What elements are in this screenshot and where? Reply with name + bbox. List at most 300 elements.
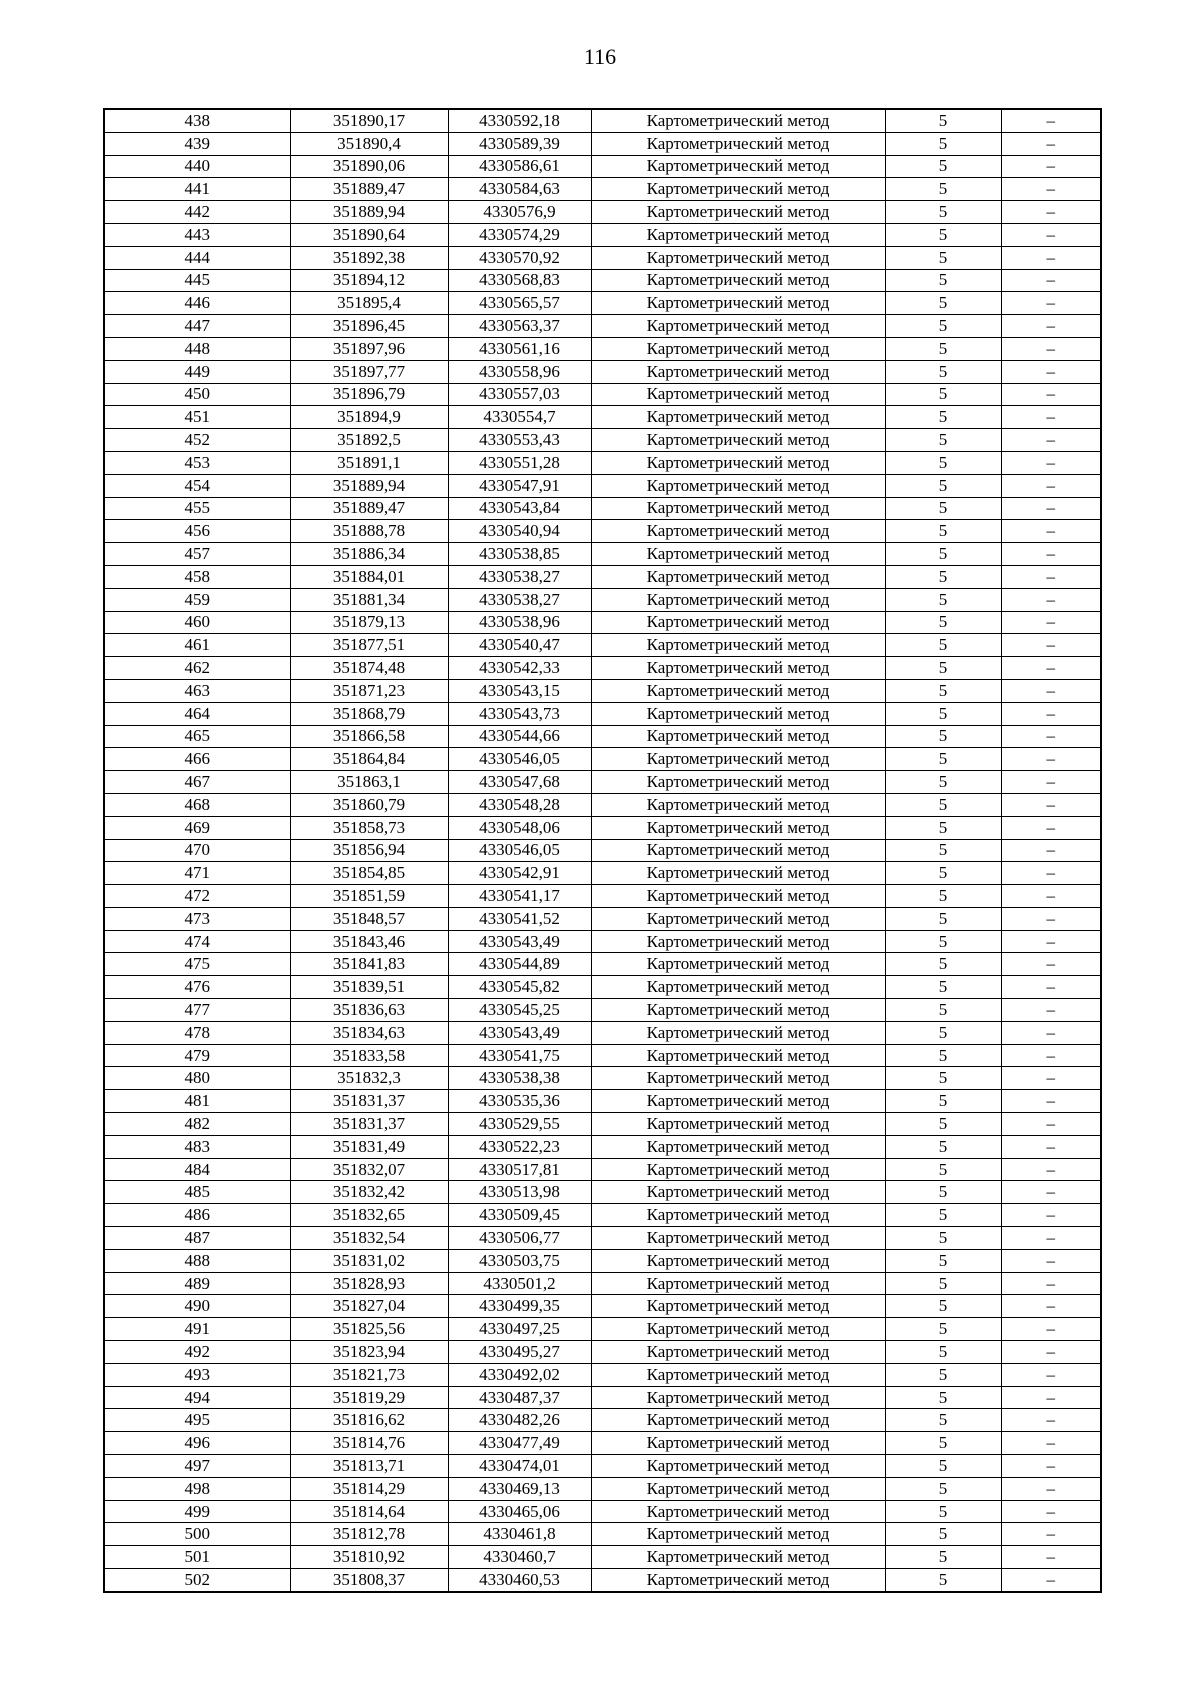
note-cell: – [1001, 1455, 1101, 1478]
x-coordinate-cell: 351856,94 [290, 839, 448, 862]
note-cell: – [1001, 907, 1101, 930]
accuracy-cell: 5 [885, 679, 1001, 702]
table-row [104, 771, 1101, 794]
note-cell: – [1001, 315, 1101, 338]
note-cell: – [1001, 178, 1101, 201]
point-number-cell: 462 [104, 657, 290, 680]
accuracy-cell: 5 [885, 1295, 1001, 1318]
method-cell: Картометрический метод [591, 178, 885, 201]
y-coordinate-cell: 4330544,66 [448, 725, 591, 748]
table-row [104, 337, 1101, 360]
table-row [104, 1044, 1101, 1067]
table-row [104, 1067, 1101, 1090]
table-row [104, 1113, 1101, 1136]
x-coordinate-cell: 351814,76 [290, 1432, 448, 1455]
table-row [104, 1477, 1101, 1500]
accuracy-cell: 5 [885, 223, 1001, 246]
point-number-cell: 441 [104, 178, 290, 201]
accuracy-cell: 5 [885, 565, 1001, 588]
accuracy-cell: 5 [885, 155, 1001, 178]
note-cell: – [1001, 201, 1101, 224]
y-coordinate-cell: 4330544,89 [448, 953, 591, 976]
method-cell: Картометрический метод [591, 1067, 885, 1090]
method-cell: Картометрический метод [591, 451, 885, 474]
y-coordinate-cell: 4330551,28 [448, 451, 591, 474]
note-cell: – [1001, 337, 1101, 360]
method-cell: Картометрический метод [591, 155, 885, 178]
table-row [104, 953, 1101, 976]
table-row [104, 383, 1101, 406]
accuracy-cell: 5 [885, 588, 1001, 611]
x-coordinate-cell: 351832,07 [290, 1158, 448, 1181]
method-cell: Картометрический метод [591, 702, 885, 725]
x-coordinate-cell: 351874,48 [290, 657, 448, 680]
note-cell: – [1001, 155, 1101, 178]
accuracy-cell: 5 [885, 406, 1001, 429]
point-number-cell: 443 [104, 223, 290, 246]
method-cell: Картометрический метод [591, 1432, 885, 1455]
x-coordinate-cell: 351894,12 [290, 269, 448, 292]
note-cell: – [1001, 1204, 1101, 1227]
table-row [104, 1341, 1101, 1364]
table-row [104, 1523, 1101, 1546]
table-row [104, 634, 1101, 657]
accuracy-cell: 5 [885, 520, 1001, 543]
note-cell: – [1001, 999, 1101, 1022]
y-coordinate-cell: 4330584,63 [448, 178, 591, 201]
accuracy-cell: 5 [885, 771, 1001, 794]
accuracy-cell: 5 [885, 1523, 1001, 1546]
y-coordinate-cell: 4330557,03 [448, 383, 591, 406]
accuracy-cell: 5 [885, 1546, 1001, 1569]
method-cell: Картометрический метод [591, 474, 885, 497]
table-row [104, 1295, 1101, 1318]
method-cell: Картометрический метод [591, 999, 885, 1022]
note-cell: – [1001, 1067, 1101, 1090]
point-number-cell: 474 [104, 930, 290, 953]
note-cell: – [1001, 725, 1101, 748]
accuracy-cell: 5 [885, 725, 1001, 748]
x-coordinate-cell: 351851,59 [290, 885, 448, 908]
method-cell: Картометрический метод [591, 109, 885, 132]
table-row [104, 1158, 1101, 1181]
table-row [104, 429, 1101, 452]
accuracy-cell: 5 [885, 1569, 1001, 1592]
x-coordinate-cell: 351831,02 [290, 1249, 448, 1272]
accuracy-cell: 5 [885, 337, 1001, 360]
x-coordinate-cell: 351832,42 [290, 1181, 448, 1204]
note-cell: – [1001, 1318, 1101, 1341]
note-cell: – [1001, 1386, 1101, 1409]
note-cell: – [1001, 497, 1101, 520]
note-cell: – [1001, 679, 1101, 702]
table-row [104, 862, 1101, 885]
x-coordinate-cell: 351814,64 [290, 1500, 448, 1523]
x-coordinate-cell: 351858,73 [290, 816, 448, 839]
note-cell: – [1001, 1341, 1101, 1364]
point-number-cell: 500 [104, 1523, 290, 1546]
table-row [104, 679, 1101, 702]
table-row [104, 406, 1101, 429]
table-row [104, 839, 1101, 862]
note-cell: – [1001, 1432, 1101, 1455]
point-number-cell: 457 [104, 543, 290, 566]
method-cell: Картометрический метод [591, 953, 885, 976]
point-number-cell: 440 [104, 155, 290, 178]
accuracy-cell: 5 [885, 702, 1001, 725]
accuracy-cell: 5 [885, 451, 1001, 474]
point-number-cell: 447 [104, 315, 290, 338]
x-coordinate-cell: 351868,79 [290, 702, 448, 725]
x-coordinate-cell: 351831,37 [290, 1113, 448, 1136]
note-cell: – [1001, 1546, 1101, 1569]
point-number-cell: 448 [104, 337, 290, 360]
x-coordinate-cell: 351889,47 [290, 497, 448, 520]
point-number-cell: 463 [104, 679, 290, 702]
note-cell: – [1001, 816, 1101, 839]
table-row [104, 1318, 1101, 1341]
table-row [104, 748, 1101, 771]
note-cell: – [1001, 1044, 1101, 1067]
note-cell: – [1001, 292, 1101, 315]
y-coordinate-cell: 4330589,39 [448, 132, 591, 155]
x-coordinate-cell: 351891,1 [290, 451, 448, 474]
point-number-cell: 445 [104, 269, 290, 292]
accuracy-cell: 5 [885, 1135, 1001, 1158]
x-coordinate-cell: 351833,58 [290, 1044, 448, 1067]
accuracy-cell: 5 [885, 315, 1001, 338]
y-coordinate-cell: 4330548,06 [448, 816, 591, 839]
point-number-cell: 444 [104, 246, 290, 269]
point-number-cell: 484 [104, 1158, 290, 1181]
accuracy-cell: 5 [885, 132, 1001, 155]
accuracy-cell: 5 [885, 1500, 1001, 1523]
y-coordinate-cell: 4330538,27 [448, 565, 591, 588]
accuracy-cell: 5 [885, 1181, 1001, 1204]
point-number-cell: 455 [104, 497, 290, 520]
accuracy-cell: 5 [885, 611, 1001, 634]
method-cell: Картометрический метод [591, 1158, 885, 1181]
method-cell: Картометрический метод [591, 1363, 885, 1386]
x-coordinate-cell: 351832,3 [290, 1067, 448, 1090]
y-coordinate-cell: 4330499,35 [448, 1295, 591, 1318]
y-coordinate-cell: 4330461,8 [448, 1523, 591, 1546]
accuracy-cell: 5 [885, 1090, 1001, 1113]
x-coordinate-cell: 351813,71 [290, 1455, 448, 1478]
point-number-cell: 497 [104, 1455, 290, 1478]
y-coordinate-cell: 4330492,02 [448, 1363, 591, 1386]
accuracy-cell: 5 [885, 1249, 1001, 1272]
x-coordinate-cell: 351814,29 [290, 1477, 448, 1500]
accuracy-cell: 5 [885, 109, 1001, 132]
point-number-cell: 494 [104, 1386, 290, 1409]
page-number: 116 [583, 44, 617, 69]
table-row [104, 976, 1101, 999]
x-coordinate-cell: 351888,78 [290, 520, 448, 543]
note-cell: – [1001, 1569, 1101, 1592]
y-coordinate-cell: 4330460,53 [448, 1569, 591, 1592]
note-cell: – [1001, 223, 1101, 246]
y-coordinate-cell: 4330460,7 [448, 1546, 591, 1569]
point-number-cell: 475 [104, 953, 290, 976]
x-coordinate-cell: 351831,37 [290, 1090, 448, 1113]
point-number-cell: 458 [104, 565, 290, 588]
method-cell: Картометрический метод [591, 748, 885, 771]
table-row [104, 565, 1101, 588]
point-number-cell: 489 [104, 1272, 290, 1295]
note-cell: – [1001, 976, 1101, 999]
y-coordinate-cell: 4330522,23 [448, 1135, 591, 1158]
accuracy-cell: 5 [885, 1204, 1001, 1227]
y-coordinate-cell: 4330540,94 [448, 520, 591, 543]
note-cell: – [1001, 748, 1101, 771]
accuracy-cell: 5 [885, 1409, 1001, 1432]
x-coordinate-cell: 351896,79 [290, 383, 448, 406]
x-coordinate-cell: 351860,79 [290, 793, 448, 816]
accuracy-cell: 5 [885, 474, 1001, 497]
accuracy-cell: 5 [885, 1341, 1001, 1364]
x-coordinate-cell: 351881,34 [290, 588, 448, 611]
point-number-cell: 464 [104, 702, 290, 725]
method-cell: Картометрический метод [591, 383, 885, 406]
y-coordinate-cell: 4330517,81 [448, 1158, 591, 1181]
y-coordinate-cell: 4330538,96 [448, 611, 591, 634]
method-cell: Картометрический метод [591, 292, 885, 315]
table-row [104, 474, 1101, 497]
table-row [104, 793, 1101, 816]
table-row [104, 520, 1101, 543]
point-number-cell: 481 [104, 1090, 290, 1113]
accuracy-cell: 5 [885, 1477, 1001, 1500]
x-coordinate-cell: 351889,94 [290, 474, 448, 497]
note-cell: – [1001, 1135, 1101, 1158]
table-row [104, 999, 1101, 1022]
point-number-cell: 456 [104, 520, 290, 543]
note-cell: – [1001, 1272, 1101, 1295]
x-coordinate-cell: 351896,45 [290, 315, 448, 338]
accuracy-cell: 5 [885, 1044, 1001, 1067]
note-cell: – [1001, 1090, 1101, 1113]
x-coordinate-cell: 351839,51 [290, 976, 448, 999]
method-cell: Картометрический метод [591, 429, 885, 452]
y-coordinate-cell: 4330543,15 [448, 679, 591, 702]
method-cell: Картометрический метод [591, 1044, 885, 1067]
point-number-cell: 451 [104, 406, 290, 429]
y-coordinate-cell: 4330592,18 [448, 109, 591, 132]
point-number-cell: 495 [104, 1409, 290, 1432]
accuracy-cell: 5 [885, 1021, 1001, 1044]
point-number-cell: 450 [104, 383, 290, 406]
y-coordinate-cell: 4330542,91 [448, 862, 591, 885]
y-coordinate-cell: 4330529,55 [448, 1113, 591, 1136]
note-cell: – [1001, 543, 1101, 566]
method-cell: Картометрический метод [591, 725, 885, 748]
note-cell: – [1001, 1295, 1101, 1318]
accuracy-cell: 5 [885, 543, 1001, 566]
point-number-cell: 502 [104, 1569, 290, 1592]
table-row [104, 588, 1101, 611]
y-coordinate-cell: 4330574,29 [448, 223, 591, 246]
table-row [104, 1500, 1101, 1523]
x-coordinate-cell: 351854,85 [290, 862, 448, 885]
y-coordinate-cell: 4330558,96 [448, 360, 591, 383]
point-number-cell: 453 [104, 451, 290, 474]
note-cell: – [1001, 269, 1101, 292]
y-coordinate-cell: 4330495,27 [448, 1341, 591, 1364]
method-cell: Картометрический метод [591, 885, 885, 908]
x-coordinate-cell: 351871,23 [290, 679, 448, 702]
method-cell: Картометрический метод [591, 1181, 885, 1204]
method-cell: Картометрический метод [591, 1477, 885, 1500]
accuracy-cell: 5 [885, 383, 1001, 406]
note-cell: – [1001, 793, 1101, 816]
y-coordinate-cell: 4330586,61 [448, 155, 591, 178]
method-cell: Картометрический метод [591, 1318, 885, 1341]
table-row [104, 269, 1101, 292]
method-cell: Картометрический метод [591, 1090, 885, 1113]
accuracy-cell: 5 [885, 862, 1001, 885]
accuracy-cell: 5 [885, 816, 1001, 839]
y-coordinate-cell: 4330545,25 [448, 999, 591, 1022]
note-cell: – [1001, 1500, 1101, 1523]
point-number-cell: 442 [104, 201, 290, 224]
y-coordinate-cell: 4330541,75 [448, 1044, 591, 1067]
method-cell: Картометрический метод [591, 930, 885, 953]
coordinates-table [103, 108, 1102, 1593]
x-coordinate-cell: 351831,49 [290, 1135, 448, 1158]
accuracy-cell: 5 [885, 1432, 1001, 1455]
table-row [104, 155, 1101, 178]
accuracy-cell: 5 [885, 1318, 1001, 1341]
table-row [104, 930, 1101, 953]
point-number-cell: 471 [104, 862, 290, 885]
point-number-cell: 499 [104, 1500, 290, 1523]
note-cell: – [1001, 1181, 1101, 1204]
y-coordinate-cell: 4330541,52 [448, 907, 591, 930]
method-cell: Картометрический метод [591, 1546, 885, 1569]
method-cell: Картометрический метод [591, 246, 885, 269]
accuracy-cell: 5 [885, 429, 1001, 452]
x-coordinate-cell: 351812,78 [290, 1523, 448, 1546]
point-number-cell: 466 [104, 748, 290, 771]
accuracy-cell: 5 [885, 201, 1001, 224]
method-cell: Картометрический метод [591, 406, 885, 429]
x-coordinate-cell: 351823,94 [290, 1341, 448, 1364]
point-number-cell: 492 [104, 1341, 290, 1364]
x-coordinate-cell: 351890,4 [290, 132, 448, 155]
method-cell: Картометрический метод [591, 611, 885, 634]
y-coordinate-cell: 4330469,13 [448, 1477, 591, 1500]
y-coordinate-cell: 4330497,25 [448, 1318, 591, 1341]
method-cell: Картометрический метод [591, 565, 885, 588]
x-coordinate-cell: 351890,17 [290, 109, 448, 132]
note-cell: – [1001, 383, 1101, 406]
table-row [104, 1455, 1101, 1478]
point-number-cell: 465 [104, 725, 290, 748]
method-cell: Картометрический метод [591, 862, 885, 885]
y-coordinate-cell: 4330501,2 [448, 1272, 591, 1295]
note-cell: – [1001, 862, 1101, 885]
note-cell: – [1001, 406, 1101, 429]
method-cell: Картометрический метод [591, 793, 885, 816]
accuracy-cell: 5 [885, 360, 1001, 383]
table-row [104, 360, 1101, 383]
accuracy-cell: 5 [885, 930, 1001, 953]
point-number-cell: 478 [104, 1021, 290, 1044]
method-cell: Картометрический метод [591, 657, 885, 680]
method-cell: Картометрический метод [591, 976, 885, 999]
table-row [104, 315, 1101, 338]
y-coordinate-cell: 4330535,36 [448, 1090, 591, 1113]
accuracy-cell: 5 [885, 999, 1001, 1022]
point-number-cell: 488 [104, 1249, 290, 1272]
accuracy-cell: 5 [885, 657, 1001, 680]
x-coordinate-cell: 351895,4 [290, 292, 448, 315]
method-cell: Картометрический метод [591, 1021, 885, 1044]
accuracy-cell: 5 [885, 178, 1001, 201]
x-coordinate-cell: 351808,37 [290, 1569, 448, 1592]
x-coordinate-cell: 351886,34 [290, 543, 448, 566]
accuracy-cell: 5 [885, 246, 1001, 269]
y-coordinate-cell: 4330563,37 [448, 315, 591, 338]
table-row [104, 1546, 1101, 1569]
y-coordinate-cell: 4330513,98 [448, 1181, 591, 1204]
note-cell: – [1001, 885, 1101, 908]
x-coordinate-cell: 351884,01 [290, 565, 448, 588]
note-cell: – [1001, 1477, 1101, 1500]
method-cell: Картометрический метод [591, 1227, 885, 1250]
table-row [104, 611, 1101, 634]
x-coordinate-cell: 351825,56 [290, 1318, 448, 1341]
point-number-cell: 454 [104, 474, 290, 497]
y-coordinate-cell: 4330540,47 [448, 634, 591, 657]
y-coordinate-cell: 4330547,68 [448, 771, 591, 794]
point-number-cell: 473 [104, 907, 290, 930]
y-coordinate-cell: 4330565,57 [448, 292, 591, 315]
method-cell: Картометрический метод [591, 1204, 885, 1227]
y-coordinate-cell: 4330541,17 [448, 885, 591, 908]
note-cell: – [1001, 953, 1101, 976]
y-coordinate-cell: 4330503,75 [448, 1249, 591, 1272]
note-cell: – [1001, 839, 1101, 862]
note-cell: – [1001, 1158, 1101, 1181]
note-cell: – [1001, 1409, 1101, 1432]
method-cell: Картометрический метод [591, 337, 885, 360]
x-coordinate-cell: 351832,54 [290, 1227, 448, 1250]
table-row [104, 1090, 1101, 1113]
accuracy-cell: 5 [885, 839, 1001, 862]
x-coordinate-cell: 351848,57 [290, 907, 448, 930]
point-number-cell: 477 [104, 999, 290, 1022]
y-coordinate-cell: 4330538,85 [448, 543, 591, 566]
x-coordinate-cell: 351894,9 [290, 406, 448, 429]
note-cell: – [1001, 588, 1101, 611]
table-row [104, 223, 1101, 246]
point-number-cell: 472 [104, 885, 290, 908]
point-number-cell: 482 [104, 1113, 290, 1136]
table-row [104, 816, 1101, 839]
table-row [104, 132, 1101, 155]
method-cell: Картометрический метод [591, 132, 885, 155]
method-cell: Картометрический метод [591, 201, 885, 224]
table-row [104, 1432, 1101, 1455]
note-cell: – [1001, 771, 1101, 794]
table-row [104, 201, 1101, 224]
accuracy-cell: 5 [885, 1455, 1001, 1478]
point-number-cell: 483 [104, 1135, 290, 1158]
x-coordinate-cell: 351892,38 [290, 246, 448, 269]
point-number-cell: 449 [104, 360, 290, 383]
